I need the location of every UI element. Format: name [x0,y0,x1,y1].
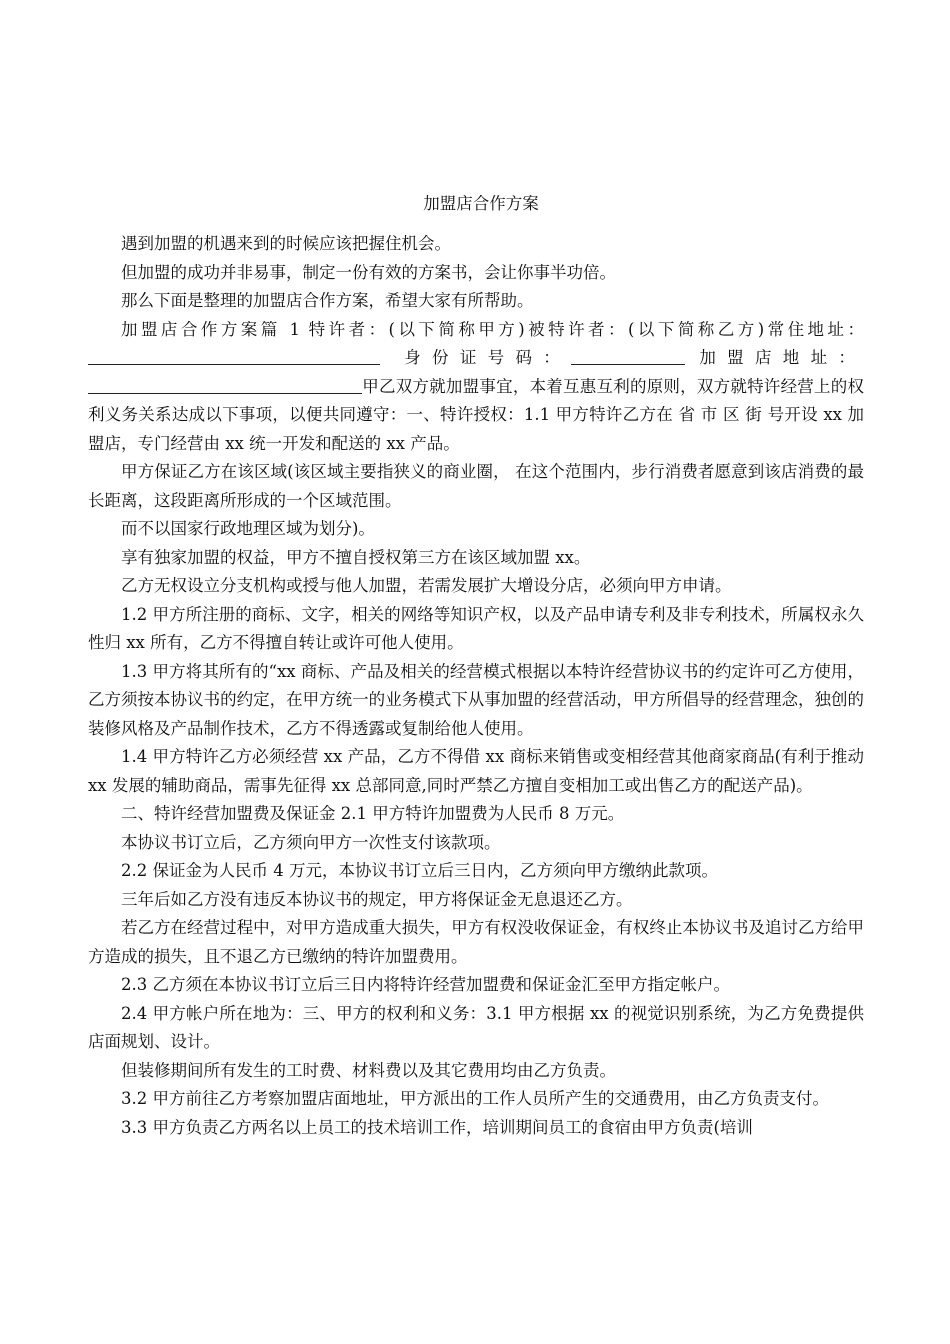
paragraph-2-4: 2.4 甲方帐户所在地为：三、甲方的权利和义务：3.1 甲方根据 xx 的视觉识别系统，为乙方免费提供店面规划、设计。 [88,1003,864,1051]
paragraph-exclusive: 享有独家加盟的权益，甲方不擅自授权第三方在该区域加盟 xx。 [121,547,591,567]
paragraph-region-note: 而不以国家行政地理区域为划分)。 [121,519,375,538]
paragraph-payment: 本协议书订立后，乙方须向甲方一次性支付该款项。 [121,832,501,852]
paragraph-renovation: 但装修期间所有发生的工时费、材料费以及其它费用均由乙方负责。 [121,1060,616,1080]
paragraph-intro-2: 但加盟的成功并非易事，制定一份有效的方案书，会让你事半功倍。 [121,262,616,282]
paragraph-region: 甲方保证乙方在该区域(该区域主要指狭义的商业圈， 在这个范围内，步行消费者愿意到该店消费的最长距离，这段距离所形成的一个区域范围。 [88,462,864,510]
store-address-blank [88,375,362,394]
paragraph-3-2: 3.2 甲方前往乙方考察加盟店面地址，甲方派出的工作人员所产生的交通费用，由乙方负责支付。 [121,1089,829,1108]
id-number-label: 身份证号码： [402,348,572,367]
id-number-blank [571,346,685,365]
parties-text: 加盟店合作方案篇 1 特许者：(以下简称甲方)被特许者：(以下简称乙方)常住地址： [121,319,864,339]
paragraph-1-2: 1.2 甲方所注册的商标、文字，相关的网络等知识产权，以及产品申请专利及非专利技术，所属权永久性归 xx 所有，乙方不得擅自转让或许可他人使用。 [88,604,864,652]
paragraph-3-3: 3.3 甲方负责乙方两名以上员工的技术培训工作，培训期间员工的食宿由甲方负责(培训 [121,1117,753,1137]
paragraph-contract-parties [88,316,864,459]
store-address-label: 加盟店地址： [697,348,865,367]
paragraph-2-3: 2.3 乙方须在本协议书订立后三日内将特许经营加盟费和保证金汇至甲方指定帐户。 [121,975,730,994]
paragraph-branch: 乙方无权设立分支机构或授与他人加盟，若需发展扩大增设分店，必须向甲方申请。 [121,576,732,595]
paragraph-1-3: 1.3 甲方将其所有的“xx 商标、产品及相关的经营模式根据以本特许经营协议书的约定许可乙方使用，乙方须按本协议书的约定，在甲方统一的业务模式下从事加盟的经营活动，甲方所倡导的经营理念，独创的装修风格及产品制作技术，乙方不得透露或复制给他人使用。 [88,661,864,738]
paragraph-intro-1: 遇到加盟的机遇来到的时候应该把握住机会。 [121,234,451,253]
paragraph-intro-3: 那么下面是整理的加盟店合作方案，希望大家有所帮助。 [121,291,534,310]
paragraph-2-2: 2.2 保证金为人民币 4 万元，本协议书订立后三日内，乙方须向甲方缴纳此款项。 [121,861,718,880]
document-page [88,192,864,1142]
address-blank [88,346,380,365]
authorization-text: 甲乙双方就加盟事宜，本着互惠互利的原则，双方就特许经营上的权利义务关系达成以下事项，以便共同遵守：一、特许授权：1.1 甲方特许乙方在 省 市 区 街 号开设 xx 加盟店，专门经营由 xx 统一开发和配送的 xx 产品。 [88,376,864,453]
paragraph-forfeit: 若乙方在经营过程中，对甲方造成重大损失，甲方有权没收保证金，有权终止本协议书及追讨乙方给甲方造成的损失，且不退乙方已缴纳的特许加盟费用。 [88,918,864,966]
paragraph-2-1: 二、特许经营加盟费及保证金 2.1 甲方特许加盟费为人民币 8 万元。 [121,804,625,823]
paragraph-1-4: 1.4 甲方特许乙方必须经营 xx 产品，乙方不得借 xx 商标来销售或变相经营其他商家商品(有利于推动 xx 发展的辅助商品，需事先征得 xx 总部同意,同时严禁乙方擅自变相加工或出售乙方的配送产品)。 [88,747,864,795]
document-title: 加盟店合作方案 [423,194,539,213]
paragraph-refund: 三年后如乙方没有违反本协议书的规定，甲方将保证金无息退还乙方。 [121,889,633,909]
